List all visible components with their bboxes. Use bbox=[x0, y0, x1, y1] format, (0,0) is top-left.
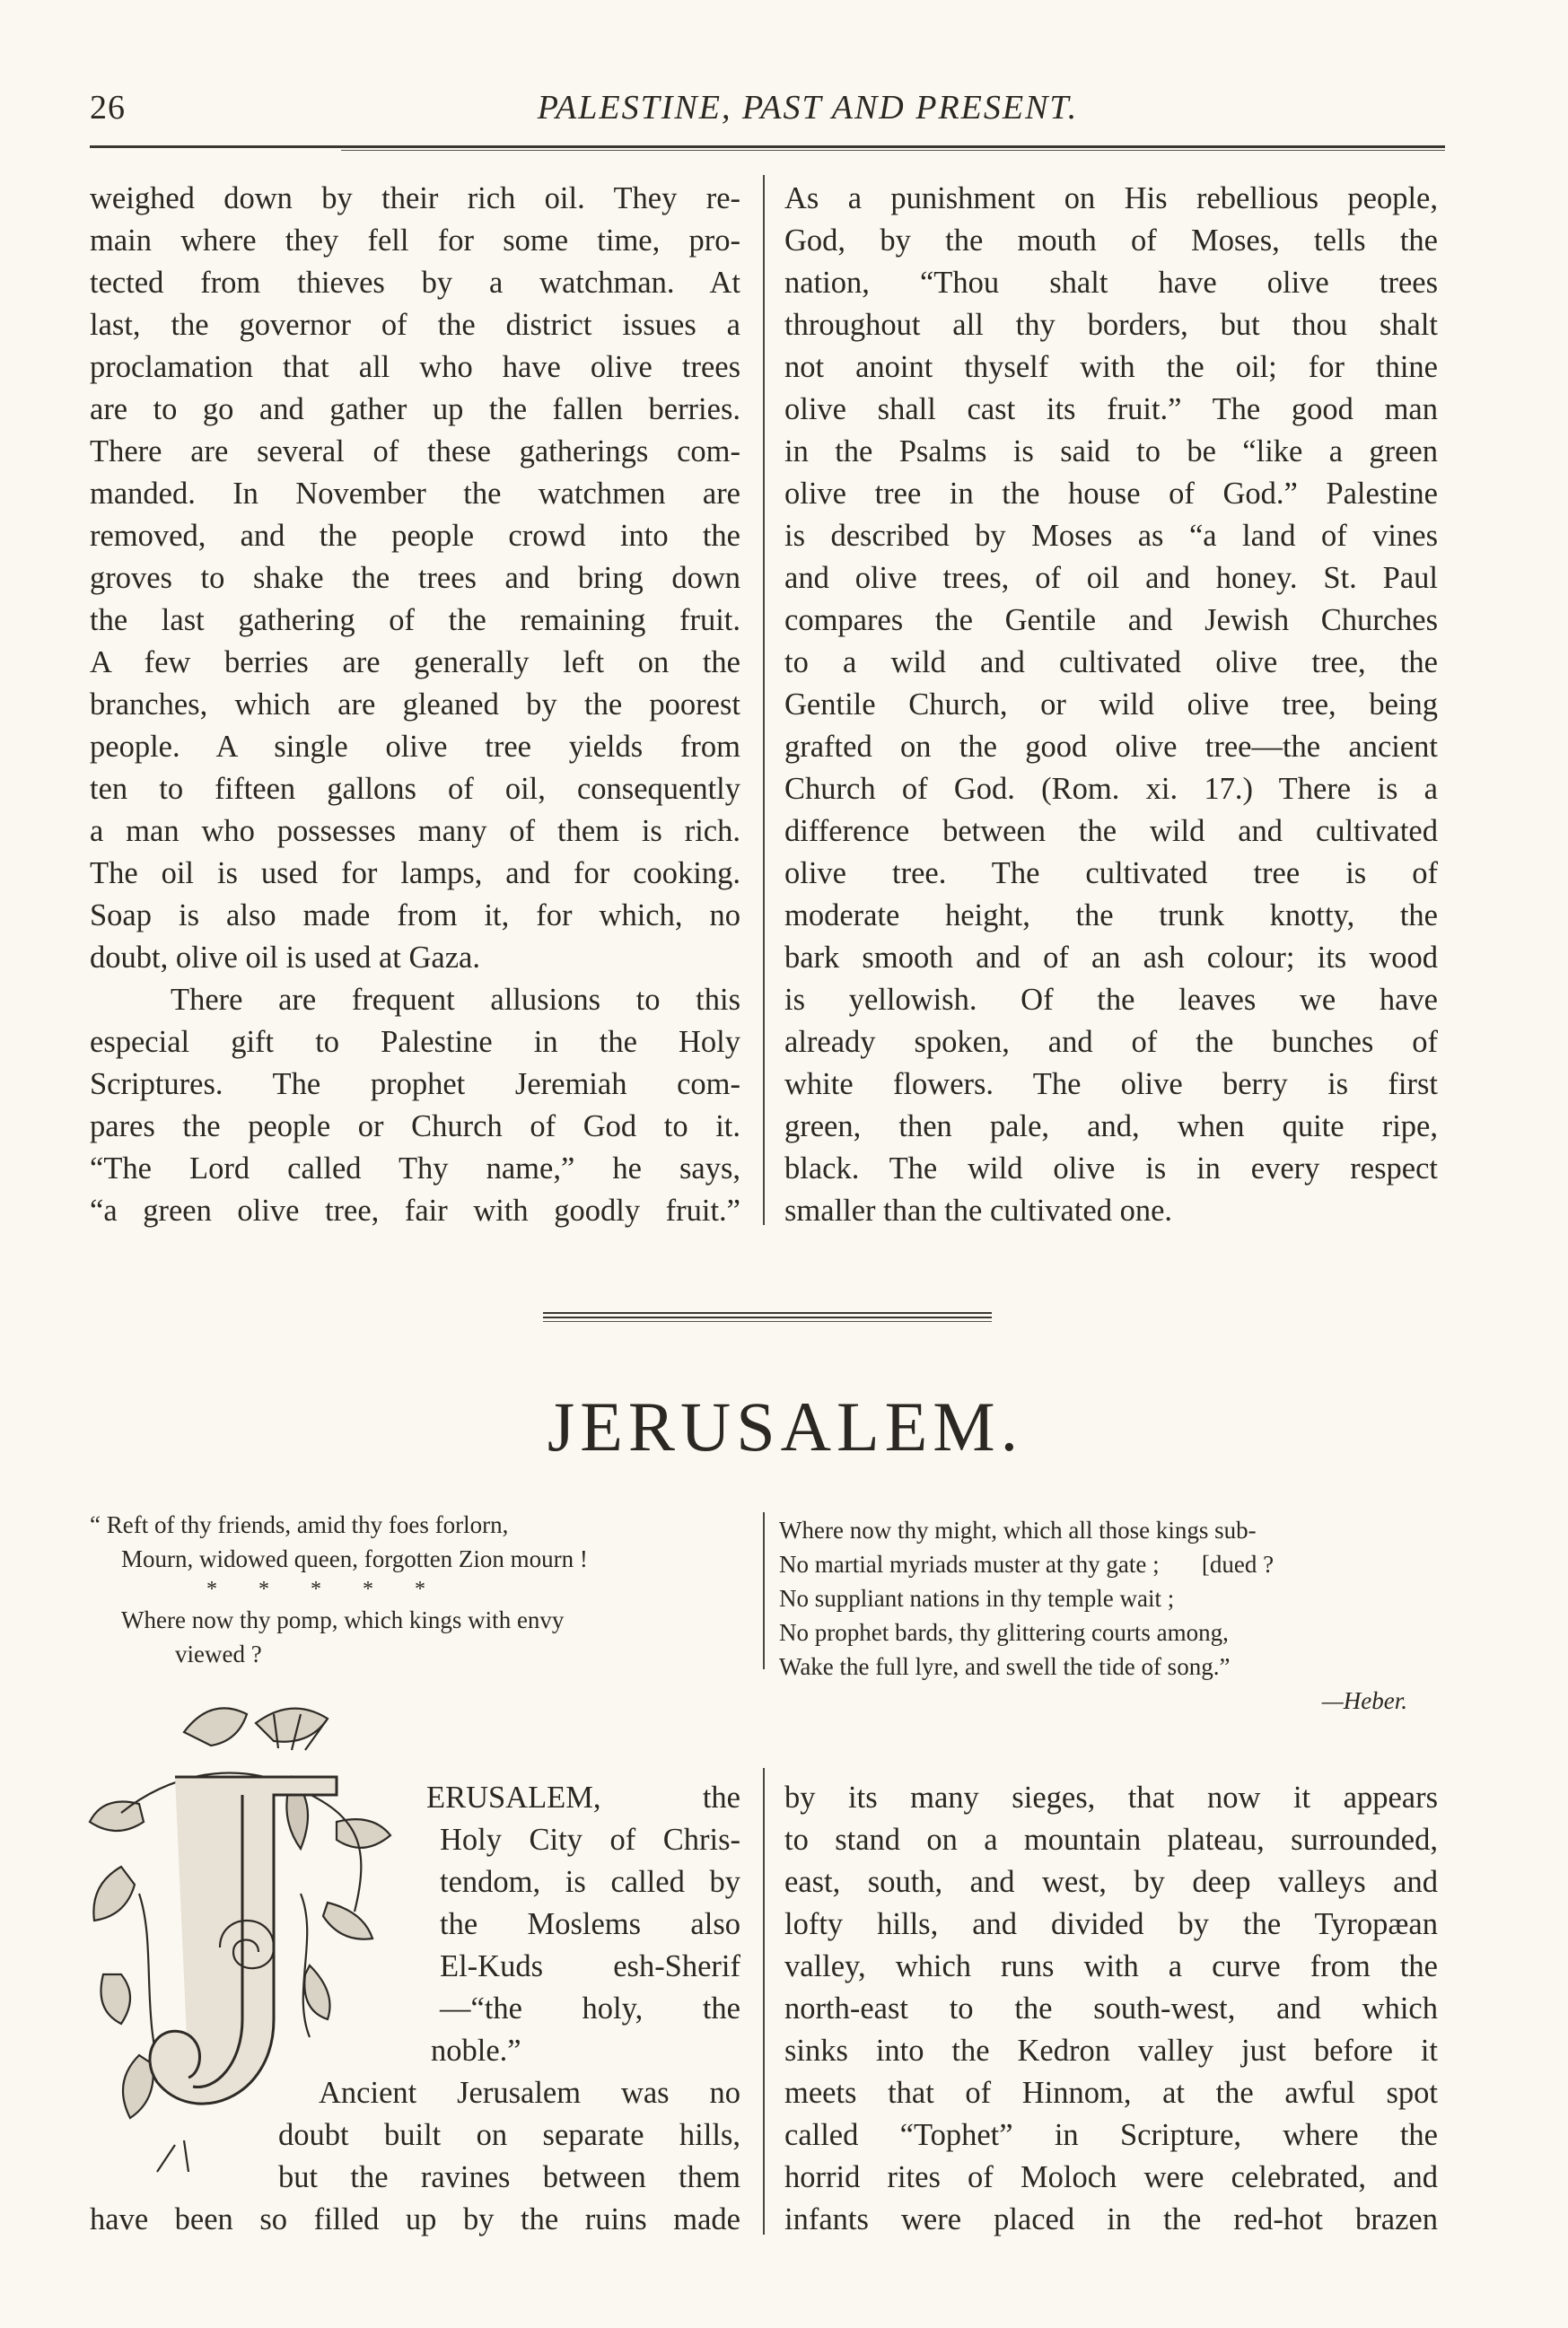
column-divider bbox=[763, 1768, 765, 2235]
section-rule bbox=[543, 1317, 992, 1318]
text-line: ten to fifteen gallons of oil, consequently bbox=[90, 772, 740, 806]
text-line: green, then pale, and, when quite ripe, bbox=[784, 1109, 1438, 1143]
text-line: and olive trees, of oil and honey. St. Paul bbox=[784, 561, 1438, 595]
text-line: is yellowish. Of the leaves we have bbox=[784, 983, 1438, 1017]
text-line: is described by Moses as “a land of vines bbox=[784, 519, 1438, 553]
text-line: main where they fell for some time, pro- bbox=[90, 223, 740, 258]
text-line: moderate height, the trunk knotty, the bbox=[784, 898, 1438, 932]
text-line: lofty hills, and divided by the Tyropæan bbox=[784, 1907, 1438, 1941]
text-line: groves to shake the trees and bring down bbox=[90, 561, 740, 595]
text-line: difference between the wild and cultivated bbox=[784, 814, 1438, 848]
column-left-top bbox=[90, 178, 740, 1232]
section-title: JERUSALEM. bbox=[547, 1387, 1024, 1466]
text-line: weighed down by their rich oil. They re- bbox=[90, 181, 740, 215]
column-divider bbox=[763, 1512, 765, 1669]
running-title: PALESTINE, PAST AND PRESENT. bbox=[537, 89, 1079, 127]
text-line: “a green olive tree, fair with goodly fruit.” bbox=[90, 1194, 740, 1228]
poem-line: Where now thy pomp, which kings with envy bbox=[121, 1606, 565, 1633]
poem-line: “ Reft of thy friends, amid thy foes forlorn, bbox=[90, 1511, 509, 1538]
text-line: infants were placed in the red-hot brazen bbox=[784, 2202, 1438, 2236]
poem-line: No martial myriads muster at thy gate ; [dued ? bbox=[779, 1551, 1275, 1578]
text-line: especial gift to Palestine in the Holy bbox=[90, 1025, 740, 1059]
text-line: throughout all thy borders, but thou shalt bbox=[784, 308, 1438, 342]
text-line: ERUSALEM, the bbox=[426, 1781, 740, 1815]
poem-attribution: —Heber. bbox=[1321, 1687, 1407, 1714]
text-line: There are frequent allusions to this bbox=[171, 983, 740, 1017]
text-line: black. The wild olive is in every respect bbox=[784, 1151, 1438, 1186]
text-line: removed, and the people crowd into the bbox=[90, 519, 740, 553]
column-divider bbox=[763, 175, 765, 1225]
text-line: Scriptures. The prophet Jeremiah com- bbox=[90, 1067, 740, 1101]
text-line: “The Lord called Thy name,” he says, bbox=[90, 1151, 740, 1186]
column-left-bottom bbox=[90, 1777, 740, 2241]
text-line: last, the governor of the district issues a bbox=[90, 308, 740, 342]
text-line: pares the people or Church of God to it. bbox=[90, 1109, 740, 1143]
text-line: Gentile Church, or wild olive tree, being bbox=[784, 687, 1438, 722]
text-line: tected from thieves by a watchman. At bbox=[90, 266, 740, 300]
text-line: but the ravines between them bbox=[278, 2160, 740, 2194]
text-line: compares the Gentile and Jewish Churches bbox=[784, 603, 1438, 637]
text-line: noble.” bbox=[431, 2034, 521, 2068]
poem-line: Wake the full lyre, and swell the tide of song.” bbox=[779, 1653, 1231, 1680]
epigraph-left bbox=[90, 1508, 745, 1671]
text-line: sinks into the Kedron valley just before it bbox=[784, 2034, 1438, 2068]
text-line: tendom, is called by bbox=[440, 1865, 740, 1899]
text-line: valley, which runs with a curve from the bbox=[784, 1949, 1438, 1983]
text-line: branches, which are gleaned by the poorest bbox=[90, 687, 740, 722]
poem-line: No prophet bards, thy glittering courts among, bbox=[779, 1619, 1229, 1646]
text-line: God, by the mouth of Moses, tells the bbox=[784, 223, 1438, 258]
text-line: proclamation that all who have olive trees bbox=[90, 350, 740, 384]
text-line: grafted on the good olive tree—the ancient bbox=[784, 730, 1438, 764]
section-rule bbox=[543, 1321, 992, 1322]
text-line: Soap is also made from it, for which, no bbox=[90, 898, 740, 932]
text-line: olive tree in the house of God.” Palestine bbox=[784, 477, 1438, 511]
poem-line: Mourn, widowed queen, forgotten Zion mourn ! bbox=[121, 1545, 588, 1572]
text-line: Church of God. (Rom. xi. 17.) There is a bbox=[784, 772, 1438, 806]
text-line: doubt built on separate hills, bbox=[278, 2118, 740, 2152]
text-line: are to go and gather up the fallen berries. bbox=[90, 392, 740, 426]
poem-line: viewed ? bbox=[175, 1641, 262, 1667]
text-line: bark smooth and of an ash colour; its wood bbox=[784, 941, 1438, 975]
column-right-bottom bbox=[784, 1777, 1438, 2241]
text-line: have been so filled up by the ruins made bbox=[90, 2202, 740, 2236]
text-line: to stand on a mountain plateau, surrounded, bbox=[784, 1823, 1438, 1857]
text-line: A few berries are generally left on the bbox=[90, 645, 740, 679]
text-line: meets that of Hinnom, at the awful spot bbox=[784, 2076, 1438, 2110]
text-line: doubt, olive oil is used at Gaza. bbox=[90, 941, 480, 975]
text-line: olive shall cast its fruit.” The good man bbox=[784, 392, 1438, 426]
text-line: by its many sieges, that now it appears bbox=[784, 1781, 1438, 1815]
text-line: in the Psalms is said to be “like a green bbox=[784, 434, 1438, 468]
poem-line: Where now thy might, which all those kings sub- bbox=[779, 1517, 1257, 1544]
text-line: manded. In November the watchmen are bbox=[90, 477, 740, 511]
text-line: already spoken, and of the bunches of bbox=[784, 1025, 1438, 1059]
text-line: —“the holy, the bbox=[440, 1991, 740, 2026]
text-line: horrid rites of Moloch were celebrated, and bbox=[784, 2160, 1438, 2194]
text-line: called “Tophet” in Scripture, where the bbox=[784, 2118, 1438, 2152]
text-line: to a wild and cultivated olive tree, the bbox=[784, 645, 1438, 679]
text-line: olive tree. The cultivated tree is of bbox=[784, 856, 1438, 890]
text-line: the last gathering of the remaining fruit. bbox=[90, 603, 740, 637]
poem-ellipsis-stars: * * * * * bbox=[206, 1578, 443, 1601]
text-line: a man who possesses many of them is rich. bbox=[90, 814, 740, 848]
header-rule-thin bbox=[341, 150, 1445, 151]
text-line: the Moslems also bbox=[440, 1907, 740, 1941]
text-line: There are several of these gatherings com- bbox=[90, 434, 740, 468]
text-line: people. A single olive tree yields from bbox=[90, 730, 740, 764]
text-line: As a punishment on His rebellious people, bbox=[784, 181, 1438, 215]
text-line: Holy City of Chris- bbox=[440, 1823, 740, 1857]
text-line: El-Kuds esh-Sherif bbox=[440, 1949, 740, 1983]
section-rule bbox=[543, 1312, 992, 1314]
text-line: smaller than the cultivated one. bbox=[784, 1194, 1173, 1228]
text-line: not anoint thyself with the oil; for thine bbox=[784, 350, 1438, 384]
epigraph-right bbox=[779, 1513, 1439, 1718]
header-rule bbox=[90, 145, 1445, 148]
text-line: east, south, and west, by deep valleys and bbox=[784, 1865, 1438, 1899]
text-line: The oil is used for lamps, and for cooking. bbox=[90, 856, 740, 890]
text-line: north-east to the south-west, and which bbox=[784, 1991, 1438, 2026]
page-number: 26 bbox=[90, 89, 126, 127]
poem-line: No suppliant nations in thy temple wait ; bbox=[779, 1585, 1175, 1612]
text-line: nation, “Thou shalt have olive trees bbox=[784, 266, 1438, 300]
text-line: Ancient Jerusalem was no bbox=[319, 2076, 740, 2110]
column-right-top bbox=[784, 178, 1438, 1232]
text-line: white flowers. The olive berry is first bbox=[784, 1067, 1438, 1101]
